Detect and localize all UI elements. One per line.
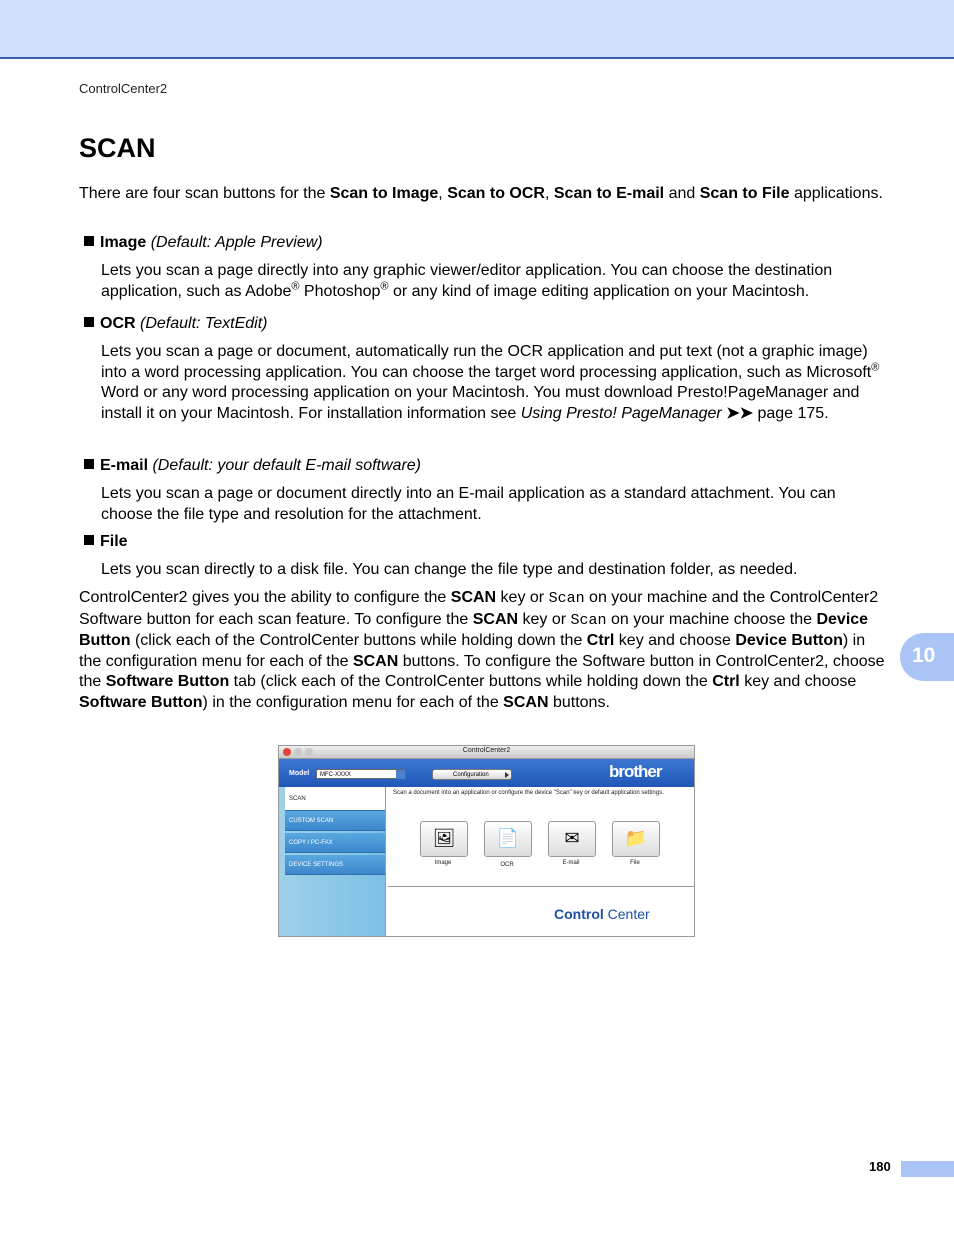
configuration-button[interactable]: Configuration xyxy=(432,769,512,780)
bullet-image: Image (Default: Apple Preview) xyxy=(84,233,323,253)
brother-logo: brother xyxy=(609,762,662,781)
sidebar-item-custom-scan[interactable]: CUSTOM SCAN xyxy=(285,811,385,831)
bullet-file: File xyxy=(84,532,128,552)
scan-image-button[interactable] xyxy=(420,821,468,857)
bullet-square-icon xyxy=(84,535,94,545)
header-band xyxy=(0,0,954,59)
window-toolbar xyxy=(279,759,694,787)
controlcenter-logo: Control Center xyxy=(554,906,650,922)
bullet-square-icon xyxy=(84,459,94,469)
running-title: ControlCenter2 xyxy=(79,81,168,96)
scan-file-button[interactable] xyxy=(612,821,660,857)
envelope-icon: ✉ xyxy=(564,828,580,848)
window-title: ControlCenter2 xyxy=(462,747,511,754)
scan-description: Scan a document into an application or configure the device "Scan" key or default application settings. xyxy=(393,790,664,796)
window-sidebar xyxy=(279,787,386,936)
document-icon: 📄 xyxy=(496,828,520,848)
image-description: Lets you scan a page directly into any graphic viewer/editor application. You can choose the destination application, such as Adobe® Photoshop® or any kind of image editing application on your Macintosh. xyxy=(101,262,833,300)
scan-email-button[interactable] xyxy=(548,821,596,857)
image-button-label: Image xyxy=(434,860,452,866)
intro-paragraph: There are four scan buttons for the Scan to Image, Scan to OCR, Scan to E-mail and Scan to File applications. xyxy=(79,185,883,202)
folder-icon: 📁 xyxy=(624,828,648,848)
section-title: SCAN xyxy=(79,133,156,163)
file-button-label: File xyxy=(630,860,640,866)
chapter-tab: 10 xyxy=(900,633,954,681)
chevron-updown-icon xyxy=(396,770,405,779)
bullet-ocr: OCR (Default: TextEdit) xyxy=(84,314,267,334)
double-arrow-icon: ➤➤ xyxy=(721,404,754,422)
sidebar-item-device-settings[interactable]: DEVICE SETTINGS xyxy=(285,855,385,875)
bullet-email: E-mail (Default: your default E-mail software) xyxy=(84,456,421,476)
ocr-button-label: OCR xyxy=(500,862,514,868)
email-button-label: E-mail xyxy=(562,860,580,866)
sidebar-item-scan[interactable]: SCAN xyxy=(285,787,385,811)
bullet-square-icon xyxy=(84,317,94,327)
divider xyxy=(388,886,694,887)
page-number: 180 xyxy=(869,1159,891,1174)
model-select[interactable]: MFC-XXXX xyxy=(316,769,406,779)
configuration-paragraph: ControlCenter2 gives you the ability to configure the SCAN key or Scan on your machine and the ControlCenter2 Software button for each scan feature. To configure the SCAN key or Scan on your machine choose the Device Button (click each of the ControlCenter buttons while holding down the Ctrl key and choose Device Button) in the configuration menu for each of the SCAN buttons. To configure the Software button in ControlCenter2, choose the Software Button tab (click each of the ControlCenter buttons while holding down the Ctrl key and choose Software Button) in the configuration menu for each of the SCAN buttons. xyxy=(79,589,885,711)
triangle-right-icon xyxy=(505,772,509,778)
sidebar-item-copy-pc-fax[interactable]: COPY / PC-FAX xyxy=(285,833,385,853)
ocr-description: Lets you scan a page or document, automatically run the OCR application and put text (not a graphic image) into a word processing application. You can choose the target word processing application, such as Microsoft® Word or any word processing application on your Macintosh. You must download Presto!PageManager and install it on your Macintosh. For installation information see Using Presto! PageManager ➤➤ page 175. xyxy=(101,343,880,422)
model-label: Model xyxy=(289,770,310,777)
scan-ocr-button[interactable] xyxy=(484,821,532,857)
email-description: Lets you scan a page or document directly into an E-mail application as a standard attachment. You can choose the file type and resolution for the attachment. xyxy=(101,485,836,523)
controlcenter2-window xyxy=(278,745,695,937)
bullet-square-icon xyxy=(84,236,94,246)
image-icon: 🖼 xyxy=(432,828,456,848)
window-titlebar xyxy=(279,746,694,759)
footer-bar xyxy=(901,1161,954,1177)
file-description: Lets you scan directly to a disk file. You can change the file type and destination folder, as needed. xyxy=(101,561,798,578)
